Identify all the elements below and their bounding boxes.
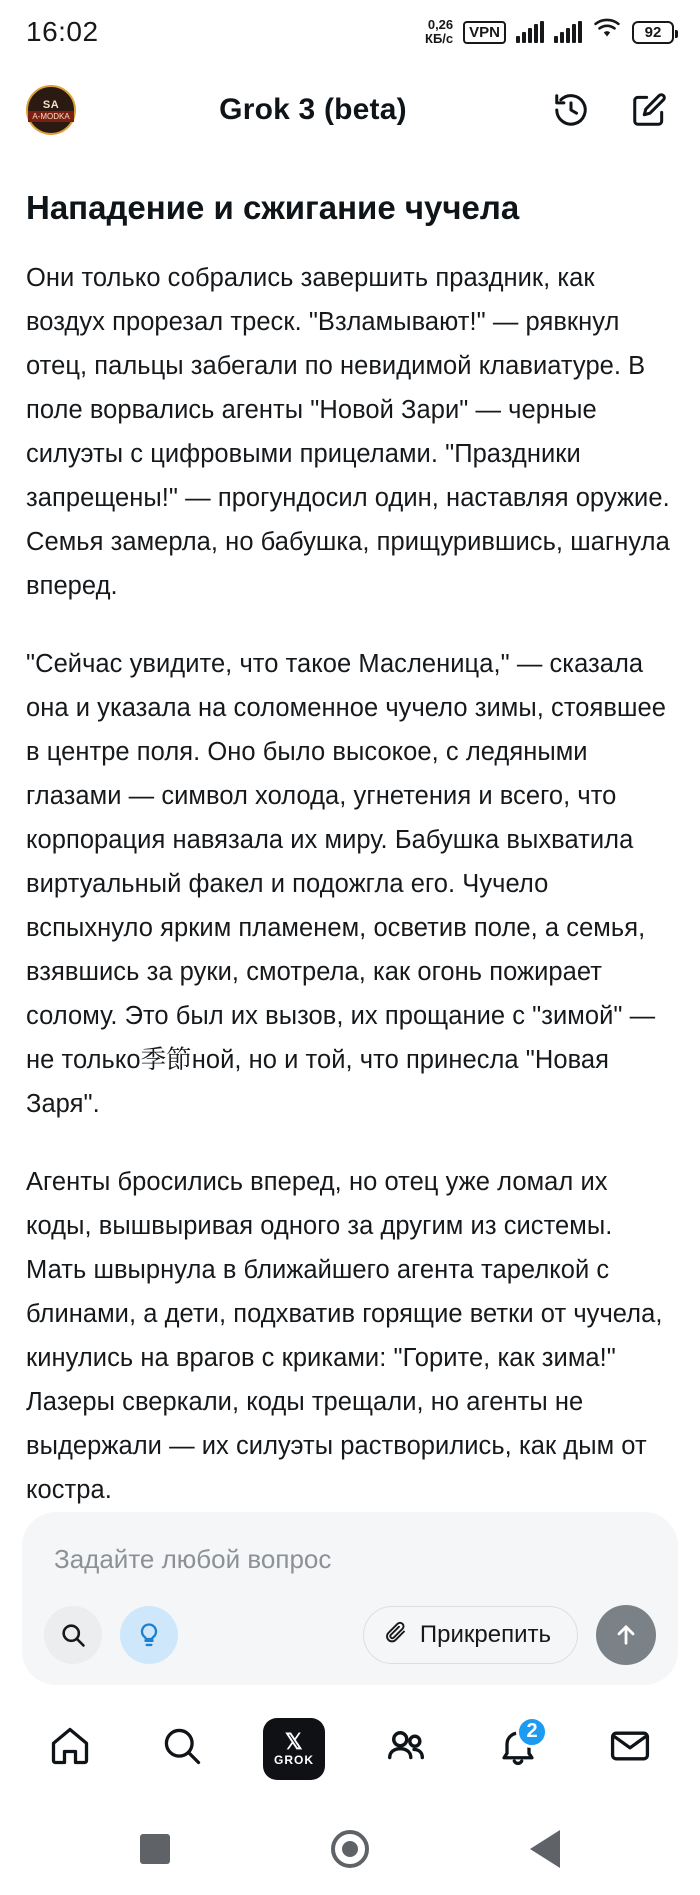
- nav-item-messages[interactable]: [590, 1714, 670, 1784]
- home-icon: [48, 1724, 92, 1773]
- grok-icon: [263, 1718, 325, 1780]
- nav-item-grok[interactable]: [254, 1714, 334, 1784]
- page-title: Grok 3 (beta): [219, 93, 407, 126]
- paperclip-icon: [384, 1620, 408, 1651]
- app-bar: [0, 64, 700, 156]
- status-time: 16:02: [26, 16, 99, 47]
- wifi-icon: [592, 17, 622, 48]
- article-title: Нападение и сжигание чучела: [26, 189, 520, 226]
- article-paragraph: Агенты бросились вперед, но отец уже ломал их коды, вышвыривая одного за другим из системы. Мать швырнула в ближайшего агента тарелкой с блинами, а дети, подхватив горящие ветки от чучела, кинулись на врагов с криками: "Горите, как зима!" Лазеры сверкали, коды трещали, но агенты не выдержали — их силуэты растворились, как дым от костра.: [26, 1168, 663, 1504]
- send-button[interactable]: [596, 1605, 656, 1665]
- avatar[interactable]: [26, 85, 76, 135]
- article-paragraph: Они только собрались завершить праздник, как воздух прорезал треск. "Взламывают!" — рявкнул отец, пальцы забегали по невидимой клавиатуре. В поле ворвались агенты "Новой Зари" — черные силуэты с цифровыми прицелами. "Праздники запрещены!" — прогундосил один, наставляя оружие. Семья замерла, но бабушка, прищурившись, шагнула вперед.: [26, 264, 670, 600]
- battery-indicator: 92: [632, 21, 674, 44]
- status-bar: [0, 0, 700, 64]
- compose-icon[interactable]: [628, 89, 670, 131]
- home-button[interactable]: [331, 1830, 369, 1868]
- people-icon: [383, 1723, 429, 1774]
- bottom-nav: [0, 1693, 700, 1803]
- history-icon[interactable]: [550, 89, 592, 131]
- article-content: [0, 156, 700, 1512]
- network-speed-value: 0,26: [427, 17, 454, 32]
- nav-item-communities[interactable]: [366, 1714, 446, 1784]
- lightbulb-icon[interactable]: [120, 1606, 178, 1664]
- back-button[interactable]: [530, 1830, 560, 1868]
- app-bar-actions: [550, 89, 670, 131]
- mail-icon: [608, 1724, 652, 1773]
- avatar-top-text: SA: [42, 98, 60, 111]
- search-icon[interactable]: [44, 1606, 102, 1664]
- recents-button[interactable]: [140, 1834, 170, 1864]
- nav-item-notifications[interactable]: [478, 1714, 558, 1784]
- attach-label: Прикрепить: [419, 1621, 551, 1648]
- nav-item-search[interactable]: [142, 1714, 222, 1784]
- vpn-badge: VPN: [463, 21, 506, 44]
- grok-label: GROK: [274, 1752, 314, 1767]
- nav-item-home[interactable]: [30, 1714, 110, 1784]
- avatar-bottom-text: A-MODKA: [28, 111, 74, 122]
- grok-mark: 𝕏: [284, 1728, 304, 1754]
- composer[interactable]: [22, 1512, 678, 1685]
- notifications-badge: 2: [516, 1716, 548, 1748]
- search-icon: [160, 1724, 204, 1773]
- attach-button[interactable]: [363, 1606, 578, 1664]
- network-speed-unit: КБ/с: [425, 31, 454, 46]
- signal-bars-sim1-icon: [516, 21, 544, 43]
- network-speed: [425, 18, 453, 46]
- composer-actions: [44, 1605, 656, 1665]
- system-navigation-bar: [0, 1803, 700, 1895]
- prompt-input[interactable]: Задайте любой вопрос: [54, 1544, 332, 1574]
- article-paragraph: "Сейчас увидите, что такое Масленица," — сказала она и указала на соломенное чучело зимы, стоявшее в центре поля. Оно было высокое, с ледяными глазами — символ холода, угнетения и всего, что корпорация навязала их миру. Бабушка выхватила виртуальный факел и подожгла его. Чучело вспыхнуло ярким пламенем, осветив поле, а семья, взявшись за руки, смотрела, как огонь пожирает солому. Это был их вызов, их прощание с "зимой" — не только季節ной, но и той, что принесла "Новая Заря".: [26, 650, 666, 1118]
- signal-bars-sim2-icon: [554, 21, 582, 43]
- status-icons: [425, 17, 674, 48]
